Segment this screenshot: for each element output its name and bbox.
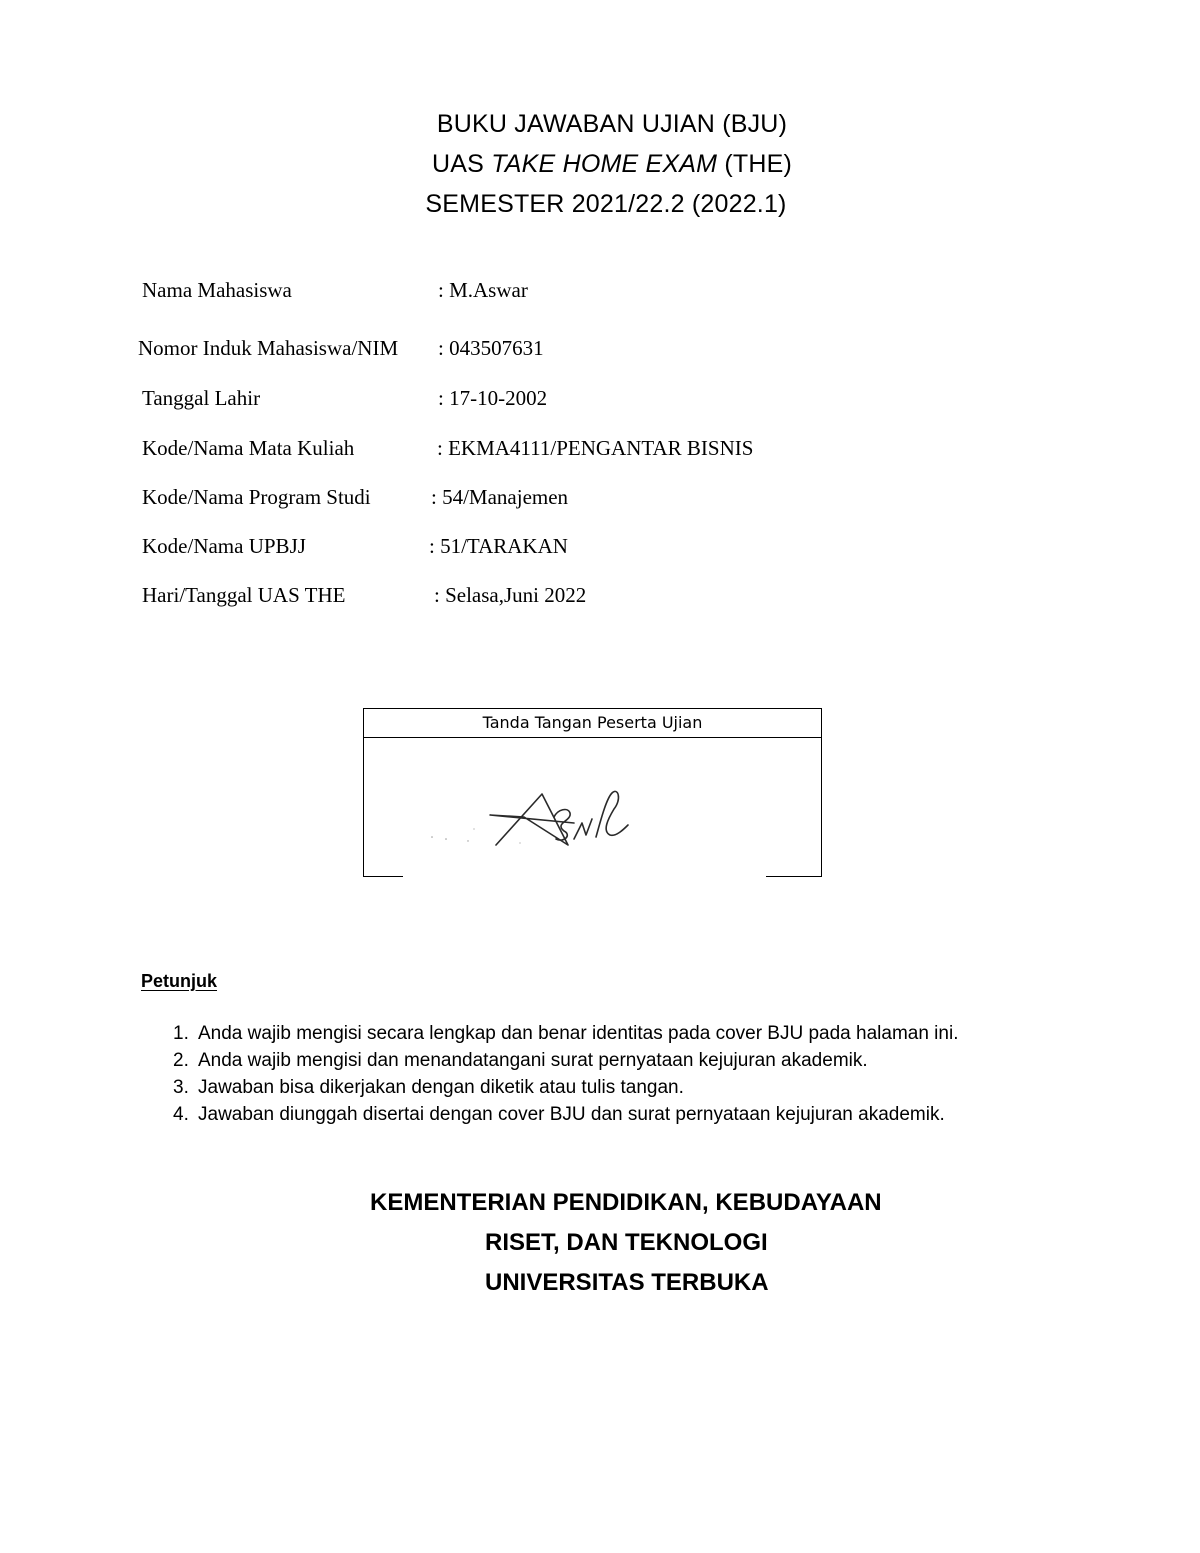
footer-line-2: RISET, DAN TEKNOLOGI	[485, 1229, 768, 1256]
field-label: Tanggal Lahir	[142, 386, 261, 410]
field-label: Kode/Nama Mata Kuliah	[142, 436, 355, 460]
signature-box-title: Tanda Tangan Peserta Ujian	[364, 709, 821, 738]
instructions-heading: Petunjuk	[141, 971, 218, 991]
field-label: Hari/Tanggal UAS THE	[142, 583, 346, 607]
instruction-text: Jawaban bisa dikerjakan dengan diketik atau tulis tangan.	[198, 1077, 684, 1098]
instruction-item	[173, 1101, 958, 1128]
field-value: : Selasa,Juni 2022	[434, 583, 587, 607]
signature-image	[424, 779, 654, 859]
field-label: Nama Mahasiswa	[142, 278, 292, 302]
instruction-item	[173, 1074, 958, 1101]
signature-box	[363, 708, 822, 876]
instruction-item	[173, 1047, 958, 1074]
instruction-item	[173, 1020, 958, 1047]
document-title	[0, 104, 1200, 224]
field-value: : M.Aswar	[438, 278, 528, 302]
instruction-text: Anda wajib mengisi dan menandatangani surat pernyataan kejujuran akademik.	[198, 1050, 868, 1071]
field-value: : 17-10-2002	[438, 386, 548, 410]
field-value: : EKMA4111/PENGANTAR BISNIS	[437, 436, 754, 460]
field-label: Nomor Induk Mahasiswa/NIM	[138, 336, 399, 360]
title-line-3: SEMESTER 2021/22.2 (2022.1)	[425, 190, 787, 218]
title-line-2-italic: TAKE HOME EXAM	[491, 150, 718, 178]
title-line-1: BUKU JAWABAN UJIAN (BJU)	[436, 110, 788, 138]
field-value: : 043507631	[438, 336, 544, 360]
field-value: : 51/TARAKAN	[429, 534, 568, 558]
instruction-text: Anda wajib mengisi secara lengkap dan benar identitas pada cover BJU pada halaman ini.	[198, 1023, 959, 1044]
footer-line-3: UNIVERSITAS TERBUKA	[485, 1269, 769, 1296]
signature-box-bottom-right-edge	[766, 876, 822, 877]
field-value: : 54/Manajemen	[431, 485, 569, 509]
instruction-number: 4.	[173, 1104, 189, 1125]
title-line-2-prefix: UAS	[432, 150, 492, 178]
title-line-2-suffix: (THE)	[717, 150, 792, 178]
instruction-number: 2.	[173, 1050, 189, 1071]
footer-line-1: KEMENTERIAN PENDIDIKAN, KEBUDAYAAN	[370, 1189, 882, 1216]
title-line-2	[12, 144, 1200, 184]
instructions-list	[173, 1020, 958, 1128]
instruction-text: Jawaban diunggah disertai dengan cover BJU dan surat pernyataan kejujuran akademik.	[198, 1104, 945, 1125]
instruction-number: 1.	[173, 1023, 189, 1044]
field-label: Kode/Nama Program Studi	[142, 485, 371, 509]
instruction-number: 3.	[173, 1077, 189, 1098]
signature-box-bottom-left-edge	[363, 876, 403, 877]
field-label: Kode/Nama UPBJJ	[142, 534, 306, 558]
